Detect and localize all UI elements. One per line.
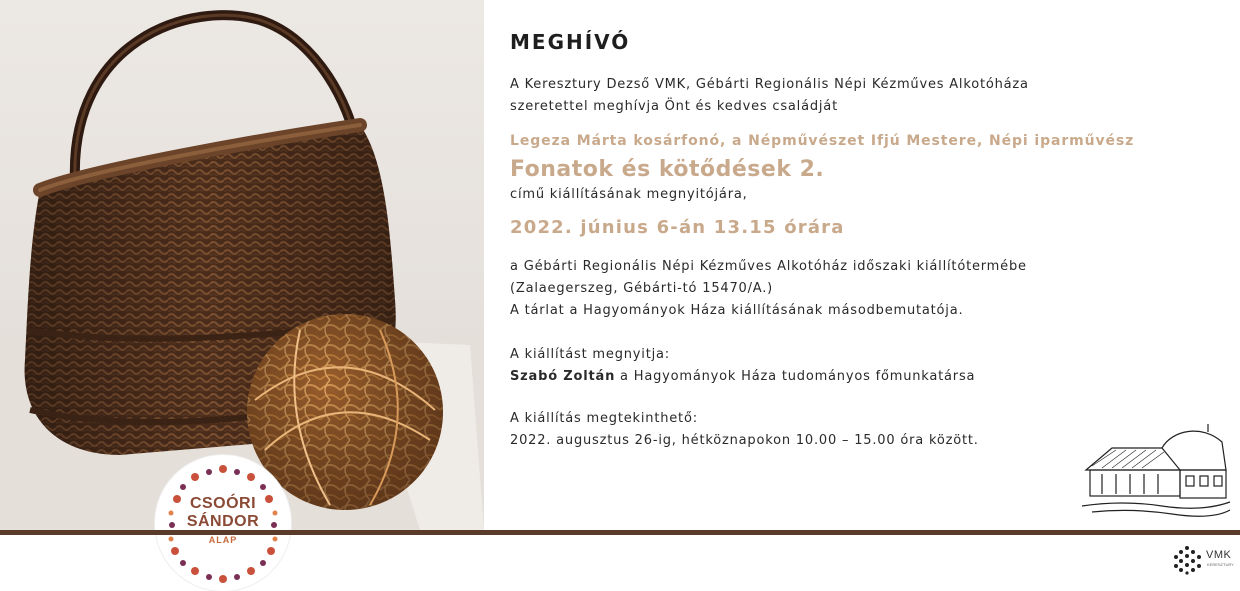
foundation-name-line2: SÁNDOR [186, 513, 260, 530]
invitation-text [510, 30, 1230, 452]
opener-line [510, 366, 1230, 388]
house-sketch-icon [1082, 422, 1230, 518]
foundation-logo [155, 455, 291, 591]
intro-line1: A Keresztury Dezső VMK, Gébárti Regionális Népi Kézműves Alkotóháza [510, 77, 1029, 92]
foundation-logo-text [155, 495, 291, 531]
foundation-name-line3: ALAP [208, 535, 238, 545]
basket-photo [0, 0, 484, 545]
foundation-name-line1: CSOÓRI [189, 495, 257, 512]
vmk-logo-sub: KERESZTURY [1207, 562, 1234, 567]
venue-line3: A tárlat a Hagyományok Háza kiállításának másodbemutatója. [510, 303, 964, 318]
exhibition-caption: című kiállításának megnyitójára, [510, 187, 748, 202]
artist-line: Legeza Márta kosárfonó, a Népművészet Ifjú Mestere, Népi iparművész [510, 133, 1135, 149]
intro-line2: szeretettel meghívja Önt és kedves családját [510, 99, 838, 114]
opener-name: Szabó Zoltán [510, 369, 616, 384]
invitation-title: MEGHÍVÓ [510, 30, 631, 54]
basket-illustration [0, 0, 484, 530]
vmk-dots-logo-icon [1172, 545, 1204, 575]
viewing-label: A kiállítás megtekinthető: [510, 411, 698, 426]
vmk-logo-label: VMK [1206, 549, 1232, 561]
viewing-details: 2022. augusztus 26-ig, hétköznapokon 10.00 – 15.00 óra között. [510, 433, 979, 448]
opener-label: A kiállítást megnyitja: [510, 347, 670, 362]
opener-role: a Hagyományok Háza tudományos főmunkatársa [615, 369, 976, 384]
venue-line1: a Gébárti Regionális Népi Kézműves Alkotóház időszaki kiállítótermébe [510, 259, 1027, 274]
exhibition-title: Fonatok és kötődések 2. [510, 157, 825, 182]
event-date: 2022. június 6-án 13.15 órára [510, 217, 845, 238]
bottom-divider [0, 530, 1240, 535]
venue-line2: (Zalaegerszeg, Gébárti-tó 15470/A.) [510, 281, 774, 296]
